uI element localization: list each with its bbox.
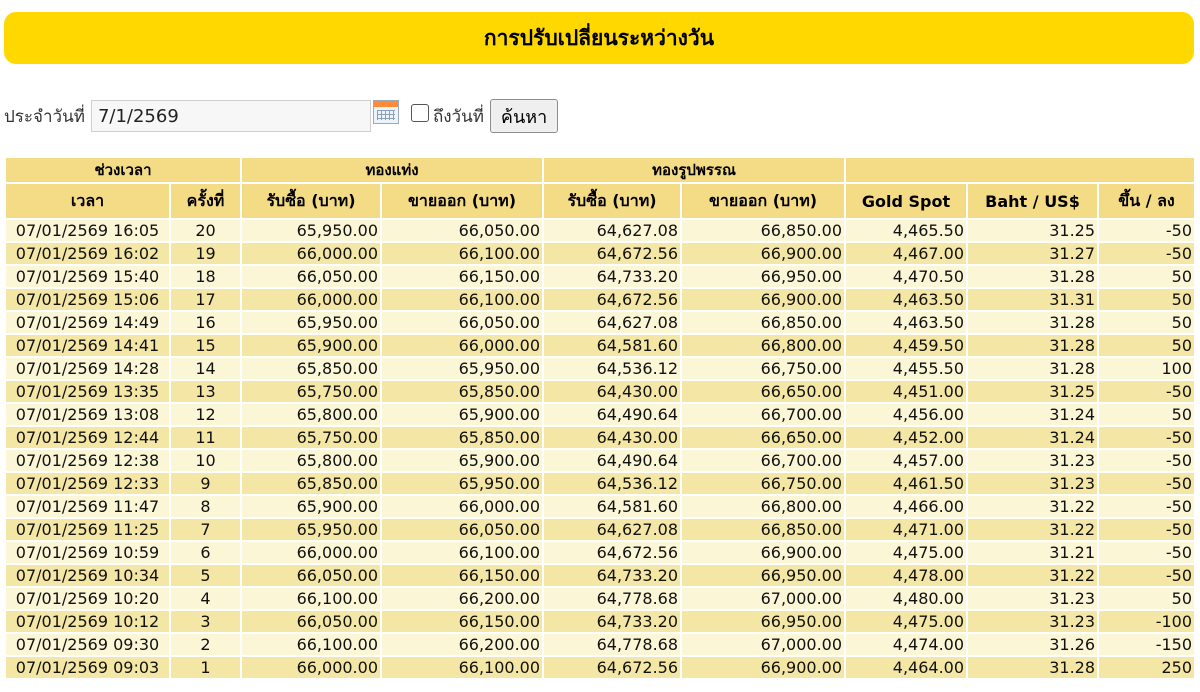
cell-bar-buy: 66,050.00 (242, 565, 380, 586)
cell-bar-buy: 65,800.00 (242, 450, 380, 471)
col-bar-buy-header: รับซื้อ (บาท) (242, 184, 380, 218)
cell-time: 07/01/2569 09:30 (6, 634, 169, 655)
cell-time: 07/01/2569 14:28 (6, 358, 169, 379)
cell-bar-buy: 66,000.00 (242, 657, 380, 678)
cell-bar-buy: 65,750.00 (242, 381, 380, 402)
cell-ornament-buy: 64,672.56 (544, 243, 680, 264)
col-change-header: ขึ้น / ลง (1099, 184, 1194, 218)
cell-round: 7 (171, 519, 240, 540)
cell-bar-sell: 66,200.00 (382, 588, 542, 609)
cell-round: 11 (171, 427, 240, 448)
cell-bar-sell: 65,950.00 (382, 358, 542, 379)
cell-change: 250 (1099, 657, 1194, 678)
cell-bar-buy: 65,950.00 (242, 519, 380, 540)
group-ornament-header: ทองรูปพรรณ (544, 158, 844, 182)
table-row (6, 243, 1194, 264)
cell-time: 07/01/2569 14:41 (6, 335, 169, 356)
cell-change: -50 (1099, 220, 1194, 241)
cell-bar-buy: 65,950.00 (242, 312, 380, 333)
cell-bar-buy: 66,000.00 (242, 243, 380, 264)
cell-ornament-sell: 66,650.00 (682, 381, 844, 402)
cell-ornament-buy: 64,778.68 (544, 588, 680, 609)
table-row (6, 404, 1194, 425)
cell-baht-usd: 31.25 (968, 220, 1097, 241)
cell-gold-spot: 4,467.00 (846, 243, 966, 264)
search-button[interactable]: ค้นหา (490, 99, 558, 133)
cell-gold-spot: 4,480.00 (846, 588, 966, 609)
table-row (6, 519, 1194, 540)
cell-ornament-buy: 64,627.08 (544, 312, 680, 333)
cell-change: -150 (1099, 634, 1194, 655)
cell-bar-sell: 66,150.00 (382, 611, 542, 632)
cell-gold-spot: 4,470.50 (846, 266, 966, 287)
cell-gold-spot: 4,474.00 (846, 634, 966, 655)
cell-ornament-buy: 64,581.60 (544, 335, 680, 356)
cell-round: 16 (171, 312, 240, 333)
cell-bar-buy: 65,750.00 (242, 427, 380, 448)
cell-gold-spot: 4,452.00 (846, 427, 966, 448)
cell-gold-spot: 4,463.50 (846, 312, 966, 333)
cell-change: 50 (1099, 266, 1194, 287)
cell-ornament-buy: 64,536.12 (544, 473, 680, 494)
cell-ornament-buy: 64,733.20 (544, 611, 680, 632)
header-group-row (6, 158, 1194, 182)
cell-bar-buy: 66,000.00 (242, 542, 380, 563)
cell-baht-usd: 31.24 (968, 404, 1097, 425)
cell-gold-spot: 4,475.00 (846, 542, 966, 563)
cell-bar-buy: 65,900.00 (242, 496, 380, 517)
cell-round: 17 (171, 289, 240, 310)
cell-ornament-buy: 64,430.00 (544, 427, 680, 448)
cell-baht-usd: 31.28 (968, 358, 1097, 379)
cell-round: 6 (171, 542, 240, 563)
cell-time: 07/01/2569 10:59 (6, 542, 169, 563)
cell-ornament-sell: 67,000.00 (682, 588, 844, 609)
table-row (6, 588, 1194, 609)
table-row (6, 381, 1194, 402)
cell-ornament-sell: 66,700.00 (682, 404, 844, 425)
cell-change: -50 (1099, 519, 1194, 540)
cell-baht-usd: 31.21 (968, 542, 1097, 563)
cell-bar-sell: 65,950.00 (382, 473, 542, 494)
cell-bar-buy: 65,950.00 (242, 220, 380, 241)
cell-baht-usd: 31.22 (968, 496, 1097, 517)
cell-change: 50 (1099, 335, 1194, 356)
table-row (6, 427, 1194, 448)
cell-round: 5 (171, 565, 240, 586)
cell-bar-sell: 66,050.00 (382, 519, 542, 540)
cell-baht-usd: 31.22 (968, 565, 1097, 586)
cell-ornament-sell: 66,900.00 (682, 657, 844, 678)
cell-time: 07/01/2569 12:33 (6, 473, 169, 494)
cell-time: 07/01/2569 09:03 (6, 657, 169, 678)
col-ornament-sell-header: ขายออก (บาท) (682, 184, 844, 218)
cell-baht-usd: 31.24 (968, 427, 1097, 448)
cell-change: 50 (1099, 312, 1194, 333)
table-row (6, 335, 1194, 356)
cell-gold-spot: 4,463.50 (846, 289, 966, 310)
cell-ornament-buy: 64,430.00 (544, 381, 680, 402)
cell-baht-usd: 31.28 (968, 657, 1097, 678)
cell-ornament-sell: 66,750.00 (682, 358, 844, 379)
to-date-checkbox[interactable] (411, 104, 429, 122)
cell-round: 8 (171, 496, 240, 517)
cell-change: -50 (1099, 496, 1194, 517)
cell-ornament-sell: 66,900.00 (682, 243, 844, 264)
cell-baht-usd: 31.28 (968, 266, 1097, 287)
table-row (6, 450, 1194, 471)
cell-gold-spot: 4,457.00 (846, 450, 966, 471)
cell-gold-spot: 4,455.50 (846, 358, 966, 379)
table-row (6, 266, 1194, 287)
col-bar-sell-header: ขายออก (บาท) (382, 184, 542, 218)
table-row (6, 542, 1194, 563)
cell-bar-sell: 65,900.00 (382, 404, 542, 425)
cell-ornament-sell: 66,950.00 (682, 266, 844, 287)
cell-bar-buy: 65,800.00 (242, 404, 380, 425)
table-row (6, 657, 1194, 678)
cell-bar-buy: 66,100.00 (242, 634, 380, 655)
cell-time: 07/01/2569 12:38 (6, 450, 169, 471)
cell-change: 50 (1099, 289, 1194, 310)
cell-time: 07/01/2569 16:05 (6, 220, 169, 241)
cell-change: 50 (1099, 588, 1194, 609)
cell-round: 2 (171, 634, 240, 655)
cell-round: 9 (171, 473, 240, 494)
cell-time: 07/01/2569 11:47 (6, 496, 169, 517)
cell-change: -50 (1099, 473, 1194, 494)
cell-ornament-sell: 67,000.00 (682, 634, 844, 655)
cell-baht-usd: 31.28 (968, 312, 1097, 333)
cell-gold-spot: 4,471.00 (846, 519, 966, 540)
cell-round: 13 (171, 381, 240, 402)
cell-gold-spot: 4,478.00 (846, 565, 966, 586)
cell-ornament-buy: 64,733.20 (544, 266, 680, 287)
group-empty-header (846, 158, 1194, 182)
cell-bar-sell: 66,000.00 (382, 335, 542, 356)
cell-time: 07/01/2569 12:44 (6, 427, 169, 448)
cell-ornament-buy: 64,672.56 (544, 542, 680, 563)
date-input[interactable] (91, 100, 371, 132)
col-gold-spot-header: Gold Spot (846, 184, 966, 218)
table-row (6, 312, 1194, 333)
to-date-label: ถึงวันที่ (432, 106, 484, 127)
cell-ornament-sell: 66,650.00 (682, 427, 844, 448)
cell-bar-buy: 66,050.00 (242, 611, 380, 632)
table-row (6, 473, 1194, 494)
cell-time: 07/01/2569 11:25 (6, 519, 169, 540)
cell-time: 07/01/2569 10:12 (6, 611, 169, 632)
cell-round: 4 (171, 588, 240, 609)
cell-ornament-buy: 64,672.56 (544, 657, 680, 678)
cell-gold-spot: 4,461.50 (846, 473, 966, 494)
cell-baht-usd: 31.23 (968, 588, 1097, 609)
cell-round: 12 (171, 404, 240, 425)
date-filter-bar (4, 98, 558, 134)
cell-time: 07/01/2569 10:34 (6, 565, 169, 586)
cell-ornament-buy: 64,672.56 (544, 289, 680, 310)
cell-ornament-sell: 66,800.00 (682, 335, 844, 356)
cell-ornament-sell: 66,850.00 (682, 312, 844, 333)
cell-baht-usd: 31.31 (968, 289, 1097, 310)
group-bar-header: ทองแท่ง (242, 158, 542, 182)
page-title: การปรับเปลี่ยนระหว่างวัน (483, 25, 715, 50)
cell-change: -50 (1099, 565, 1194, 586)
cell-gold-spot: 4,459.50 (846, 335, 966, 356)
cell-time: 07/01/2569 10:20 (6, 588, 169, 609)
cell-ornament-buy: 64,536.12 (544, 358, 680, 379)
cell-bar-sell: 66,100.00 (382, 542, 542, 563)
cell-time: 07/01/2569 14:49 (6, 312, 169, 333)
table-row (6, 611, 1194, 632)
table-body (6, 220, 1194, 678)
cell-bar-sell: 66,100.00 (382, 657, 542, 678)
table-row (6, 220, 1194, 241)
cell-baht-usd: 31.28 (968, 335, 1097, 356)
cell-bar-buy: 65,900.00 (242, 335, 380, 356)
cell-time: 07/01/2569 13:35 (6, 381, 169, 402)
cell-baht-usd: 31.27 (968, 243, 1097, 264)
cell-bar-buy: 65,850.00 (242, 358, 380, 379)
cell-ornament-sell: 66,800.00 (682, 496, 844, 517)
cell-ornament-buy: 64,778.68 (544, 634, 680, 655)
cell-ornament-buy: 64,490.64 (544, 450, 680, 471)
cell-ornament-sell: 66,950.00 (682, 611, 844, 632)
cell-round: 14 (171, 358, 240, 379)
page-title-banner (4, 12, 1194, 64)
cell-bar-sell: 66,100.00 (382, 243, 542, 264)
cell-time: 07/01/2569 15:06 (6, 289, 169, 310)
cell-baht-usd: 31.23 (968, 473, 1097, 494)
cell-time: 07/01/2569 13:08 (6, 404, 169, 425)
cell-gold-spot: 4,465.50 (846, 220, 966, 241)
cell-baht-usd: 31.23 (968, 450, 1097, 471)
cell-bar-sell: 65,900.00 (382, 450, 542, 471)
cell-round: 1 (171, 657, 240, 678)
cell-bar-sell: 66,100.00 (382, 289, 542, 310)
cell-round: 10 (171, 450, 240, 471)
cell-bar-sell: 66,150.00 (382, 266, 542, 287)
cell-bar-buy: 66,000.00 (242, 289, 380, 310)
cell-change: -50 (1099, 427, 1194, 448)
cell-bar-buy: 65,850.00 (242, 473, 380, 494)
cell-round: 19 (171, 243, 240, 264)
date-label: ประจำวันที่ (4, 106, 85, 127)
cell-gold-spot: 4,464.00 (846, 657, 966, 678)
cell-baht-usd: 31.26 (968, 634, 1097, 655)
cell-round: 18 (171, 266, 240, 287)
cell-ornament-sell: 66,850.00 (682, 519, 844, 540)
cell-ornament-sell: 66,700.00 (682, 450, 844, 471)
cell-change: -50 (1099, 381, 1194, 402)
cell-ornament-buy: 64,733.20 (544, 565, 680, 586)
cell-bar-buy: 66,100.00 (242, 588, 380, 609)
cell-bar-buy: 66,050.00 (242, 266, 380, 287)
cell-round: 20 (171, 220, 240, 241)
cell-change: 50 (1099, 404, 1194, 425)
cell-change: -50 (1099, 450, 1194, 471)
cell-bar-sell: 66,050.00 (382, 220, 542, 241)
calendar-icon[interactable] (373, 100, 399, 124)
table-row (6, 358, 1194, 379)
cell-ornament-sell: 66,900.00 (682, 542, 844, 563)
cell-bar-sell: 65,850.00 (382, 427, 542, 448)
cell-round: 3 (171, 611, 240, 632)
cell-ornament-sell: 66,850.00 (682, 220, 844, 241)
price-change-table (4, 156, 1196, 680)
cell-baht-usd: 31.22 (968, 519, 1097, 540)
cell-bar-sell: 66,200.00 (382, 634, 542, 655)
cell-ornament-sell: 66,750.00 (682, 473, 844, 494)
cell-gold-spot: 4,475.00 (846, 611, 966, 632)
cell-change: 100 (1099, 358, 1194, 379)
table-row (6, 634, 1194, 655)
cell-ornament-sell: 66,950.00 (682, 565, 844, 586)
table-row (6, 289, 1194, 310)
cell-change: -50 (1099, 542, 1194, 563)
cell-gold-spot: 4,456.00 (846, 404, 966, 425)
cell-bar-sell: 66,050.00 (382, 312, 542, 333)
table-row (6, 565, 1194, 586)
cell-gold-spot: 4,451.00 (846, 381, 966, 402)
cell-baht-usd: 31.23 (968, 611, 1097, 632)
cell-ornament-buy: 64,581.60 (544, 496, 680, 517)
col-time-header: เวลา (6, 184, 169, 218)
cell-bar-sell: 66,150.00 (382, 565, 542, 586)
cell-ornament-buy: 64,490.64 (544, 404, 680, 425)
col-ornament-buy-header: รับซื้อ (บาท) (544, 184, 680, 218)
cell-time: 07/01/2569 16:02 (6, 243, 169, 264)
cell-change: -100 (1099, 611, 1194, 632)
cell-bar-sell: 65,850.00 (382, 381, 542, 402)
cell-round: 15 (171, 335, 240, 356)
table-row (6, 496, 1194, 517)
cell-gold-spot: 4,466.00 (846, 496, 966, 517)
cell-bar-sell: 66,000.00 (382, 496, 542, 517)
cell-ornament-sell: 66,900.00 (682, 289, 844, 310)
cell-time: 07/01/2569 15:40 (6, 266, 169, 287)
cell-ornament-buy: 64,627.08 (544, 519, 680, 540)
cell-ornament-buy: 64,627.08 (544, 220, 680, 241)
group-period-header: ช่วงเวลา (6, 158, 240, 182)
col-round-header: ครั้งที่ (171, 184, 240, 218)
cell-change: -50 (1099, 243, 1194, 264)
header-column-row (6, 184, 1194, 218)
col-baht-usd-header: Baht / US$ (968, 184, 1097, 218)
cell-baht-usd: 31.25 (968, 381, 1097, 402)
